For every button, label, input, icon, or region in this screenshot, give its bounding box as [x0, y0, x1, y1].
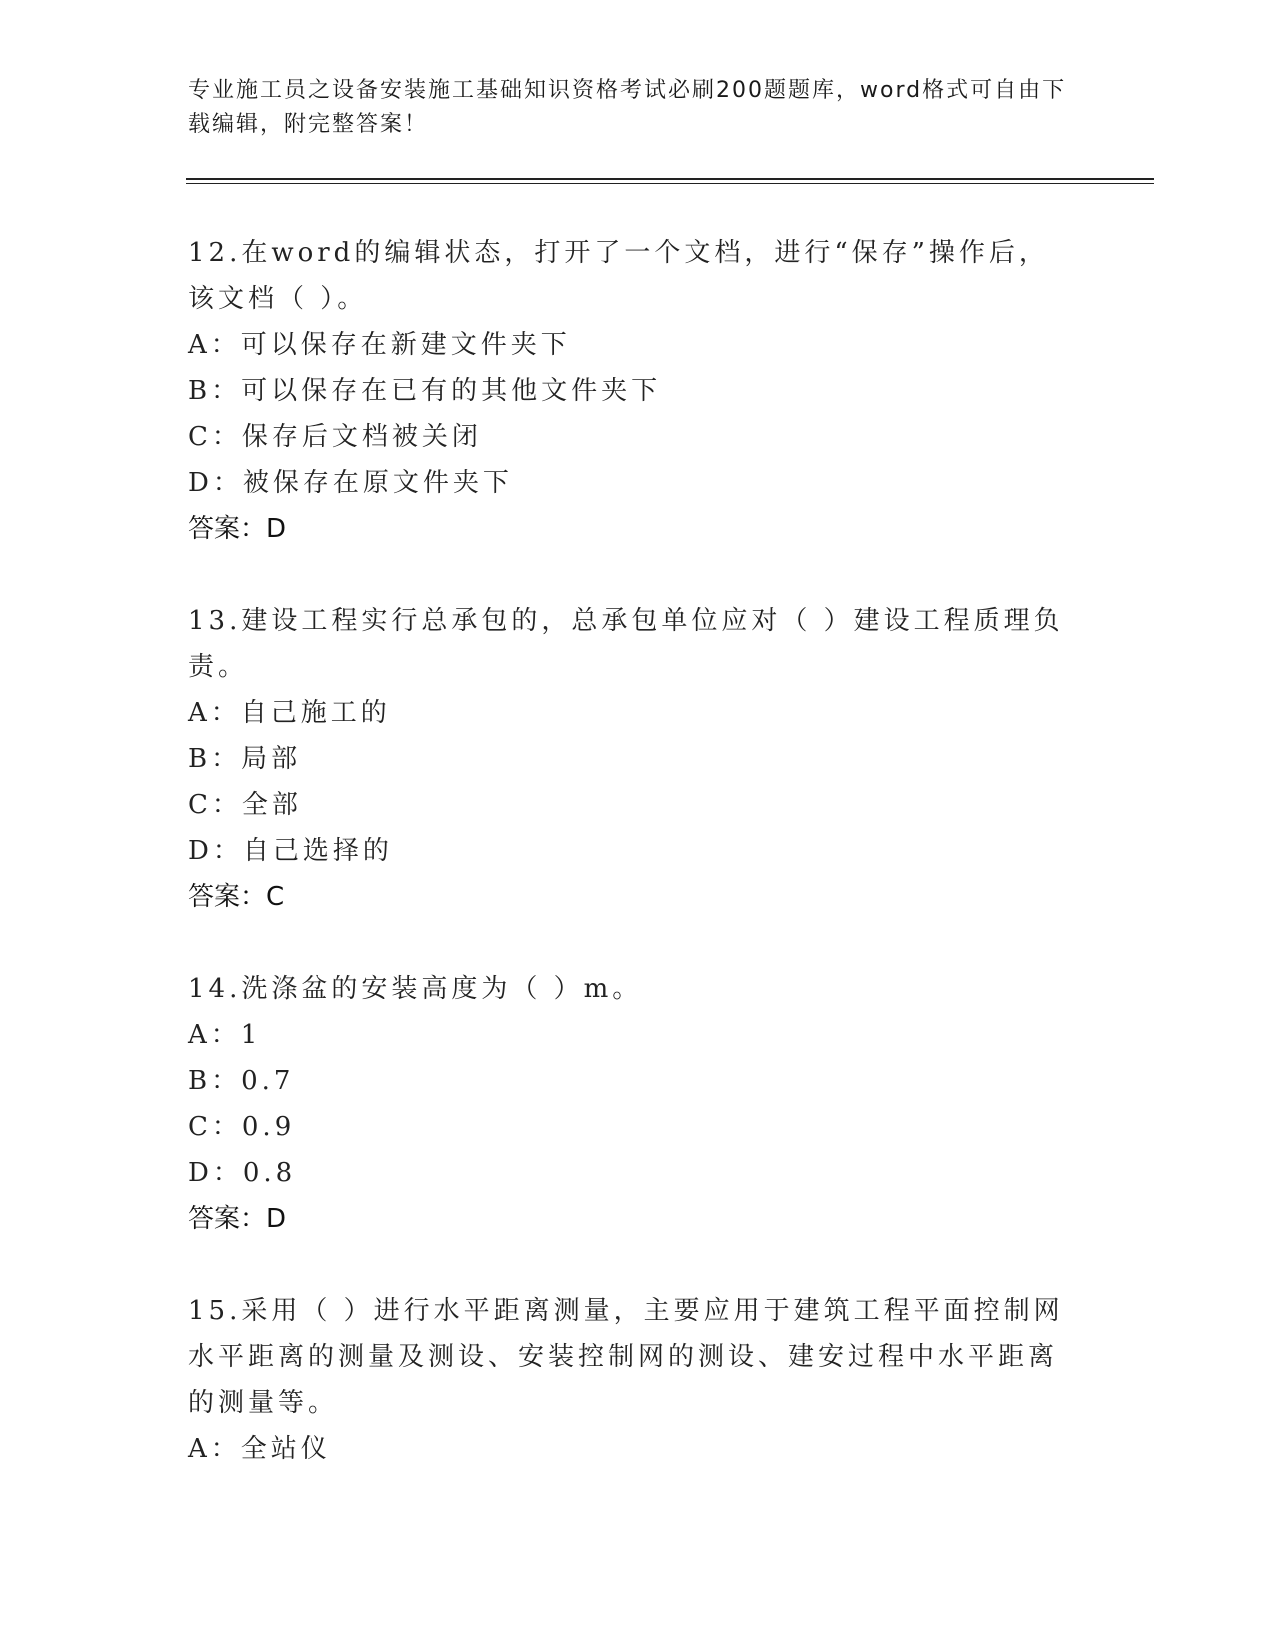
option-d: D：0.8	[188, 1158, 297, 1188]
answer: 答案：D	[188, 514, 287, 544]
option-a: A：全站仪	[188, 1434, 331, 1464]
option-d: D：被保存在原文件夹下	[188, 468, 513, 498]
option-c: C：全部	[188, 790, 302, 820]
question-13	[188, 598, 1068, 920]
option-c: C：保存后文档被关闭	[188, 422, 482, 452]
answer: 答案：C	[188, 882, 285, 912]
question-stem: 14.洗涤盆的安装高度为（ ）m。	[188, 974, 643, 1004]
option-a: A：自己施工的	[188, 698, 391, 728]
answer: 答案：D	[188, 1204, 287, 1234]
header-divider-thick	[186, 178, 1154, 180]
option-c: C：0.9	[188, 1112, 296, 1142]
question-stem: 12.在word的编辑状态，打开了一个文档，进行“保存”操作后，该文档（ ）。	[188, 238, 1049, 314]
question-14	[188, 966, 1068, 1242]
document-header: 专业施工员之设备安装施工基础知识资格考试必刷200题题库，word格式可自由下载编辑，附完整答案！	[188, 78, 1067, 137]
option-b: B：可以保存在已有的其他文件夹下	[188, 376, 662, 406]
option-b: B：局部	[188, 744, 302, 774]
question-12	[188, 230, 1068, 552]
question-15	[188, 1288, 1068, 1472]
option-a: A：可以保存在新建文件夹下	[188, 330, 571, 360]
header-divider-thin	[186, 183, 1154, 184]
option-d: D：自己选择的	[188, 836, 393, 866]
question-stem: 15.采用（ ）进行水平距离测量，主要应用于建筑工程平面控制网水平距离的测量及测设、安装控制网的测设、建安过程中水平距离的测量等。	[188, 1296, 1064, 1418]
option-b: B：0.7	[188, 1066, 295, 1096]
question-stem: 13.建设工程实行总承包的，总承包单位应对（ ）建设工程质理负责。	[188, 606, 1064, 682]
option-a: A：1	[188, 1020, 262, 1050]
